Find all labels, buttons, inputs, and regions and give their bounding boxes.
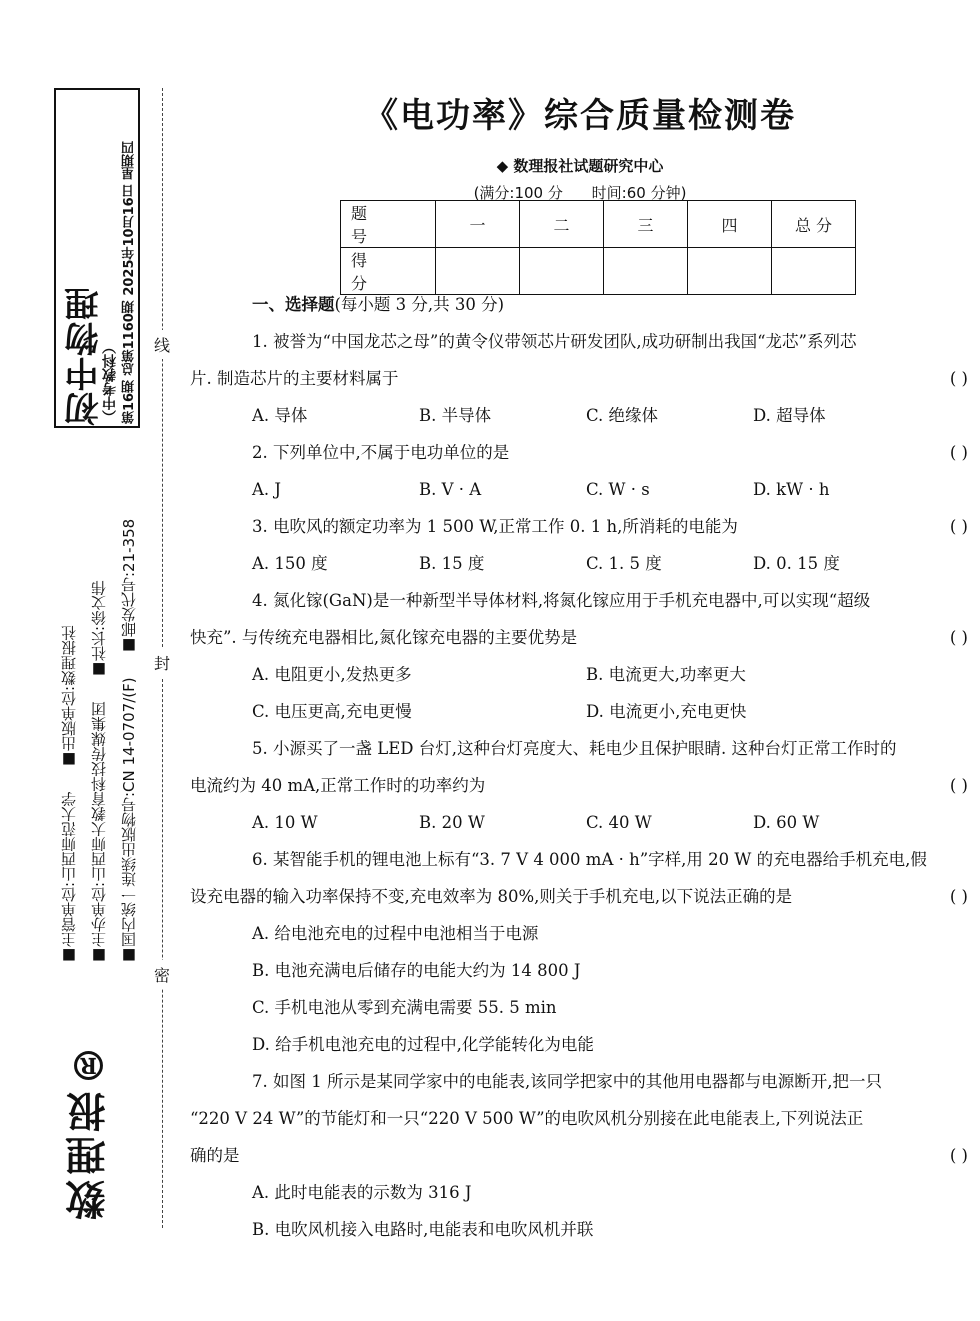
answer-paren[interactable]: ( )	[949, 1146, 968, 1165]
publisher-info: ■社长:徐文伟	[90, 581, 108, 680]
question-stem-cont	[190, 360, 970, 397]
option-d[interactable]: D. 超导体	[753, 406, 826, 425]
option-a[interactable]: A. J	[252, 480, 282, 499]
info-column-1	[58, 455, 79, 965]
question-stem-text: 片. 制造芯片的主要材料属于	[190, 369, 399, 388]
question-stem-text: 2. 下列单位中,不属于电功单位的是	[252, 443, 510, 462]
question-stem-cont: “220 V 24 W”的节能灯和一只“220 V 500 W”的电吹风机分别接在此电能表上,下列说法正	[190, 1109, 864, 1128]
option-a[interactable]: A. 导体	[252, 406, 308, 425]
question-stem-text: 3. 电吹风的额定功率为 1 500 W,正常工作 0. 1 h,所消耗的电能为	[252, 517, 738, 536]
question-stem-cont	[190, 767, 970, 804]
info-column-3	[118, 455, 139, 965]
table-cell: 三	[604, 201, 688, 248]
full-score: (满分:100 分	[473, 184, 563, 202]
table-cell: 得 分	[341, 248, 436, 295]
answer-paren[interactable]: ( )	[949, 517, 968, 536]
option-a[interactable]: A. 给电池充电的过程中电池相当于电源	[252, 924, 539, 943]
option-c[interactable]: C. 绝缘体	[586, 406, 659, 425]
exam-time: 时间:60 分钟)	[591, 184, 687, 202]
shulibao-logo: 数理报®	[65, 1037, 112, 1220]
option-c[interactable]: C. 40 W	[586, 813, 652, 832]
option-a[interactable]: A. 此时电能表的示数为 316 J	[252, 1183, 472, 1202]
table-cell: 一	[436, 201, 520, 248]
option-d[interactable]: D. 60 W	[753, 813, 820, 832]
question-4	[190, 582, 970, 730]
sidebar	[0, 0, 180, 1321]
publisher-info: ■主办单位:山西师大教育科技传媒集团	[90, 701, 108, 965]
answer-paren[interactable]: ( )	[949, 628, 968, 647]
question-5	[190, 730, 970, 841]
exam-paper	[190, 88, 970, 1239]
question-stem: 1. 被誉为“中国龙芯之母”的黄令仪带领芯片研发团队,成功研制出我国“龙芯”系列芯	[252, 332, 857, 351]
publisher-info: ■出版单位:数理报社	[60, 626, 78, 770]
option-b[interactable]: B. 15 度	[419, 554, 485, 573]
option-d[interactable]: D. 电流更小,充电更快	[586, 702, 747, 721]
table-cell: 总 分	[772, 201, 856, 248]
option-b[interactable]: B. 电吹风机接入电路时,电能表和电吹风机并联	[252, 1220, 594, 1239]
exam-org: ◆ 数理报社试题研究中心	[496, 157, 664, 175]
option-a[interactable]: A. 电阻更小,发热更多	[252, 665, 412, 684]
options	[190, 656, 970, 693]
question-2	[190, 434, 970, 508]
masthead-subtitle: （中考教科）	[102, 340, 118, 424]
question-stem-cont	[190, 878, 970, 915]
option-c[interactable]: C. 手机电池从零到充满电需要 55. 5 min	[252, 998, 557, 1017]
options	[190, 471, 970, 508]
exam-title: 《电功率》综合质量检测卷	[364, 96, 796, 136]
option-c[interactable]: C. 1. 5 度	[586, 554, 662, 573]
option-d[interactable]: D. 给手机电池充电的过程中,化学能转化为电能	[252, 1035, 594, 1054]
option-b[interactable]: B. 20 W	[419, 813, 485, 832]
answer-paren[interactable]: ( )	[949, 887, 968, 906]
score-table	[340, 200, 856, 295]
option-a[interactable]: A. 150 度	[252, 554, 328, 573]
question-stem: 4. 氮化镓(GaN)是一种新型半导体材料,将氮化镓应用于手机充电器中,可以实现“超级	[252, 591, 871, 610]
question-3	[190, 508, 970, 582]
question-stem	[190, 508, 970, 545]
question-7	[190, 1063, 970, 1248]
question-stem	[190, 434, 970, 471]
option-d[interactable]: D. 0. 15 度	[753, 554, 840, 573]
answer-paren[interactable]: ( )	[949, 443, 968, 462]
masthead-title: 初中物理	[65, 286, 105, 426]
table-row	[341, 201, 856, 248]
options	[190, 397, 970, 434]
question-stem-text: 电流约为 40 mA,正常工作时的功率约为	[190, 776, 486, 795]
options	[190, 804, 970, 841]
table-cell: 题 号	[341, 201, 436, 248]
cut-mark-line: 线	[154, 330, 170, 359]
option-b[interactable]: B. 电流更大,功率更大	[586, 665, 746, 684]
option-b[interactable]: B. V · A	[419, 480, 482, 499]
publisher-info: ■国内统一连续出版物号:CN 14-0707/(F)	[120, 677, 138, 965]
publisher-info: ■邮发代号:21-358	[120, 518, 138, 655]
publisher-info: ■主管单位:山西师范大学	[60, 791, 78, 965]
answer-paren[interactable]: ( )	[949, 776, 968, 795]
question-stem: 7. 如图 1 所示是某同学家中的电能表,该同学把家中的其他用电器都与电源断开,把一只	[252, 1072, 882, 1091]
section-note: (每小题 3 分,共 30 分)	[334, 295, 505, 314]
section-title	[190, 286, 970, 323]
option-c[interactable]: C. 电压更高,充电更慢	[252, 702, 412, 721]
cut-mark-seal: 封	[154, 648, 170, 677]
question-stem-cont	[190, 619, 970, 656]
option-d[interactable]: D. kW · h	[753, 480, 830, 499]
answer-paren[interactable]: ( )	[949, 369, 968, 388]
question-stem: 6. 某智能手机的锂电池上标有“3. 7 V 4 000 mA · h”字样,用 20 W 的充电器给手机充电,假	[252, 850, 927, 869]
table-cell: 四	[688, 201, 772, 248]
option-b[interactable]: B. 半导体	[419, 406, 492, 425]
section-heading: 一、选择题	[252, 295, 335, 314]
question-stem-text: 设充电器的输入功率保持不变,充电效率为 80%,则关于手机充电,以下说法正确的是	[190, 887, 793, 906]
options	[190, 693, 970, 730]
question-stem-text: 快充”. 与传统充电器相比,氮化镓充电器的主要优势是	[190, 628, 578, 647]
table-cell: 二	[520, 201, 604, 248]
question-1	[190, 323, 970, 434]
question-stem: 5. 小源买了一盏 LED 台灯,这种台灯亮度大、耗电少且保护眼睛. 这种台灯正常工作时的	[252, 739, 897, 758]
option-b[interactable]: B. 电池充满电后储存的电能大约为 14 800 J	[252, 961, 581, 980]
question-6	[190, 841, 970, 1063]
question-stem-text: 确的是	[190, 1146, 240, 1165]
questions-section	[190, 286, 970, 1248]
issue-info: 第16期 总第1160期 2025年10月16日 星期四	[122, 140, 137, 424]
info-column-2	[88, 455, 109, 965]
options	[190, 545, 970, 582]
option-a[interactable]: A. 10 W	[252, 813, 318, 832]
cut-mark-secret: 密	[154, 960, 170, 989]
option-c[interactable]: C. W · s	[586, 480, 650, 499]
question-stem-cont	[190, 1137, 970, 1174]
